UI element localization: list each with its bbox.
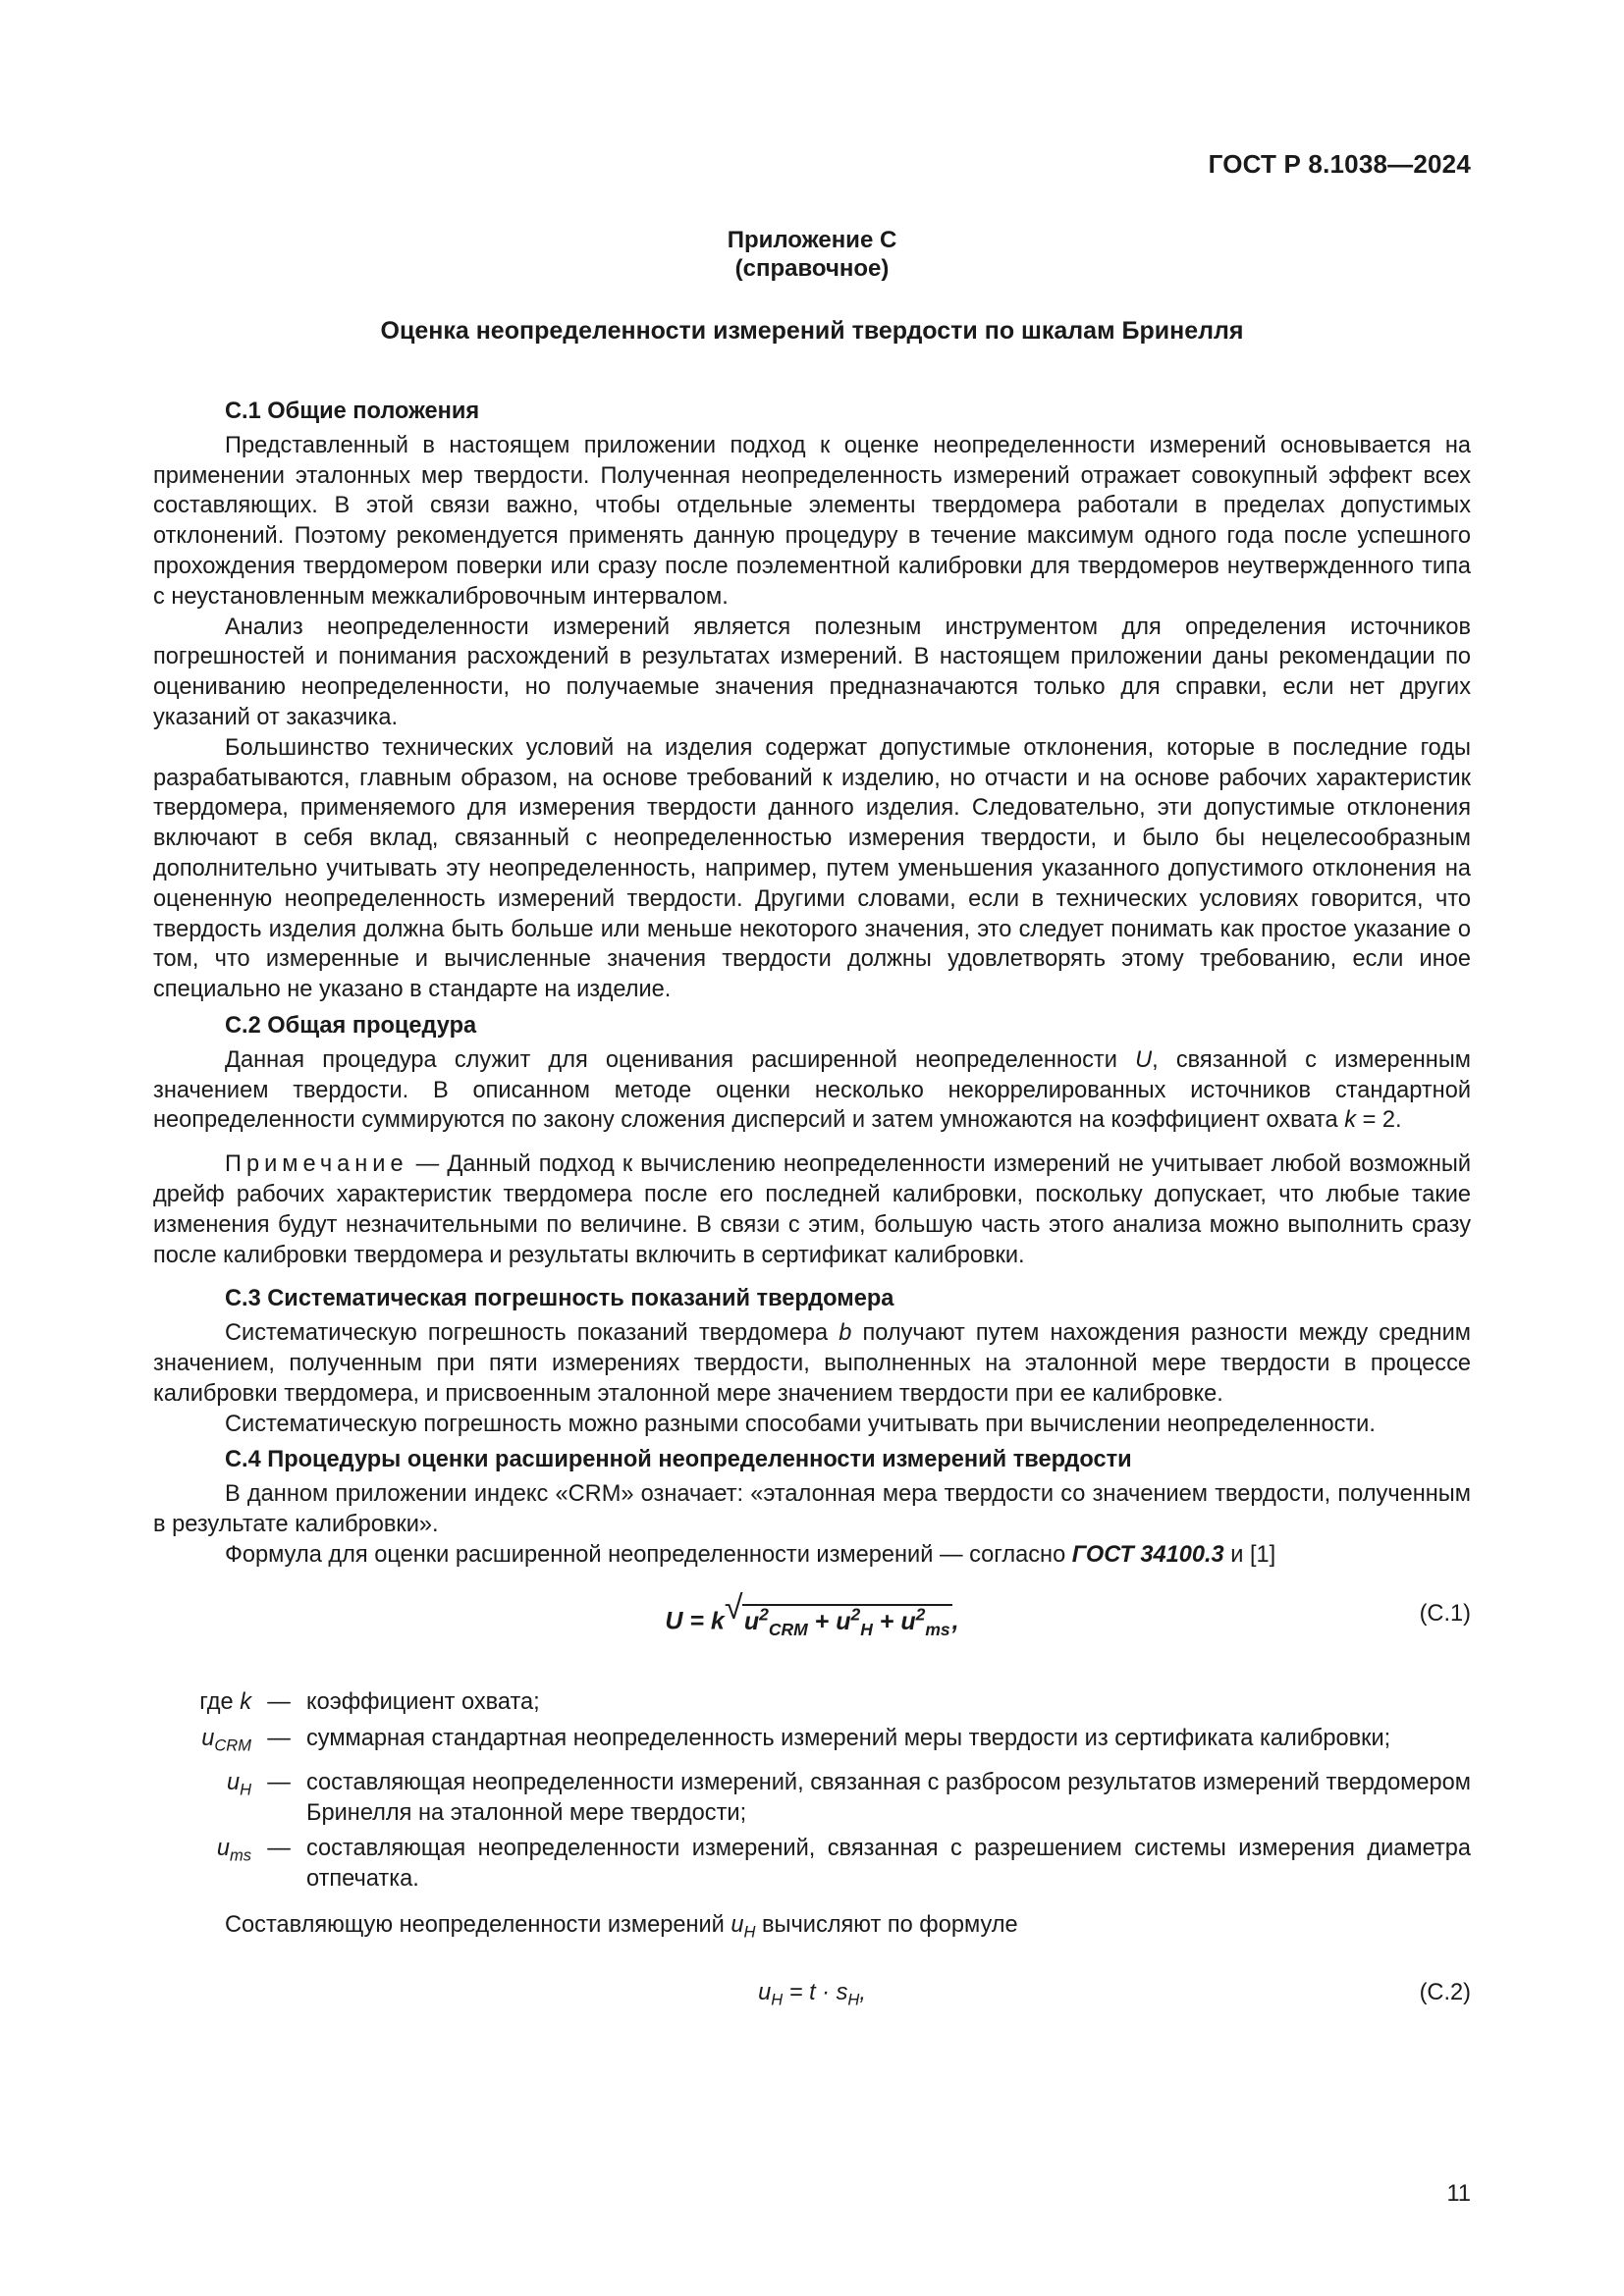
formula-number: (С.2) (1419, 1979, 1471, 2005)
paragraph: Большинство технических условий на изделия содержат допустимые отклонения, которые в последние годы разрабатываются, главным образом, на основе требований к изделию, но отчасти и на основе рабочих характеристик твердомера, применяемого для измерения твердости данного изделия. Следовательно, эти допустимые отклонения включают в себя вклад, связанный с неопределенностью измерения твердости, и было бы нецелесообразным дополнительно учитывать эту неопределенность, например, путем уменьшения указанного допустимого отклонения на оцененную неопределенность измерений твердости. Другими словами, если в технических условиях говорится, что твердость изделия должна быть больше или меньше некоторого значения, это следует понимать как простое указание о том, что измеренные и вычисленные значения твердости должны удовлетворять этому требованию, если иное специально не указано в стандарте на изделие. (153, 734, 1471, 1003)
formula-c1 (153, 1579, 1471, 1648)
paragraph: В данном приложении индекс «CRM» означает: «эталонная мера твердости со значением твердости, полученным в результате калибровки». (153, 1481, 1471, 1537)
paragraph: Формула для оценки расширенной неопределенности измерений — согласно ГОСТ 34100.3 и [1] (225, 1541, 1276, 1568)
paragraph: Данная процедура служит для оценивания расширенной неопределенности U, связанной с измеренным значением твердости. В описанном методе оценки несколько некоррелированных источников стандартной неопределенности суммируются по закону сложения дисперсий и затем умножаются на коэффициент охвата k = 2. (153, 1046, 1471, 1134)
formula-c2 (153, 1958, 1471, 2027)
definitions-list (153, 1687, 1471, 1895)
standard-code: ГОСТ Р 8.1038—2024 (1208, 149, 1471, 179)
paragraph: Систематическую погрешность показаний твердомера b получают путем нахождения разности между средним значением, полученным при пяти измерениях твердости, выполненных на эталонной мере твердости в процессе калибровки твердомера, и присвоенным эталонной мере значением твердости при ее калибровке. (153, 1320, 1471, 1407)
appendix-heading (0, 226, 1624, 283)
paragraph: Представленный в настоящем приложении подход к оценке неопределенности измерений основывается на применении эталонных мер твердости. Полученная неопределенность измерений отражает совокупный эффект всех составляющих. В этой связи важно, чтобы отдельные элементы твердомера работали в пределах допустимых отклонений. Поэтому рекомендуется применять данную процедуру в течение максимум одного года после успешного прохождения твердомером поверки или сразу после поэлементной калибровки для твердомеров неутвержденного типа с неустановленным межкалибровочным интервалом. (153, 432, 1471, 610)
formula-expression: $u_H = t \cdot s_H$, (758, 1979, 866, 2009)
note-label: Примечание (225, 1151, 408, 1178)
note-paragraph: Примечание — Данный подход к вычислению неопределенности измерений не учитывает любой возможный дрейф рабочих характеристик твердомера после его последней калибровки, поскольку допускает, что любые такие изменения будут незначительными по величине. В связи с этим, большую часть этого анализа можно выполнить сразу после калибровки твердомера и результаты включить в сертификат калибровки. (153, 1151, 1471, 1268)
section-heading-c4: С.4 Процедуры оценки расширенной неопределенности измерений твердости (225, 1447, 1132, 1473)
symbol-U: U (1135, 1046, 1153, 1073)
symbol-b: b (839, 1320, 852, 1347)
radical-sign-icon: √ (724, 1589, 743, 1628)
paragraph: Составляющую неопределенности измерений $u_H$ вычисляют по формуле (225, 1911, 1018, 1942)
definition-item: $u_{ms}$ — составляющая неопределенности измерений, связанная с разрешением системы измерения диаметра отпечатка. (216, 1836, 1471, 1893)
paragraph: Анализ неопределенности измерений является полезным инструментом для определения источников погрешностей и понимания расхождений в результатах измерений. В настоящем приложении даны рекомендации по оцениванию неопределенности, но получаемые значения предназначаются только для справки, если нет других указаний от заказчика. (153, 614, 1471, 730)
section-heading-c2: С.2 Общая процедура (225, 1012, 477, 1039)
formula-number: (С.1) (1419, 1601, 1471, 1628)
document-body (153, 397, 1471, 2027)
definition-item: $u_H$ — составляющая неопределенности измерений, связанная с разбросом результатов измерений твердомером Бринелля на эталонной мере твердости; (226, 1769, 1471, 1826)
appendix-kind: (справочное) (734, 255, 890, 282)
appendix-label: Приложение С (727, 227, 897, 253)
definition-item: $u_{CRM}$ — суммарная стандартная неопределенность измерений меры твердости из сертификата калибровки; (201, 1726, 1391, 1755)
page-number: 11 (1446, 2181, 1471, 2207)
square-root: √ $u^2_{CRM} + u^2_H + u^2_{ms}$ (724, 1589, 950, 1639)
appendix-title: Оценка неопределенности измерений твердости по шкалам Бринелля (380, 317, 1244, 345)
definition-item: где k — коэффициент охвата; (199, 1689, 540, 1716)
section-heading-c3: С.3 Систематическая погрешность показаний твердомера (225, 1286, 894, 1312)
symbol-k: k (1344, 1107, 1357, 1134)
reference-link: ГОСТ 34100.3 (1071, 1541, 1224, 1568)
paragraph: Систематическую погрешность можно разными способами учитывать при вычислении неопределенности. (225, 1411, 1376, 1437)
formula-expression: U = k √ $u^2_{CRM} + u^2_H + u^2_{ms}$, (153, 1599, 1471, 1644)
section-heading-c1: С.1 Общие положения (225, 399, 480, 424)
